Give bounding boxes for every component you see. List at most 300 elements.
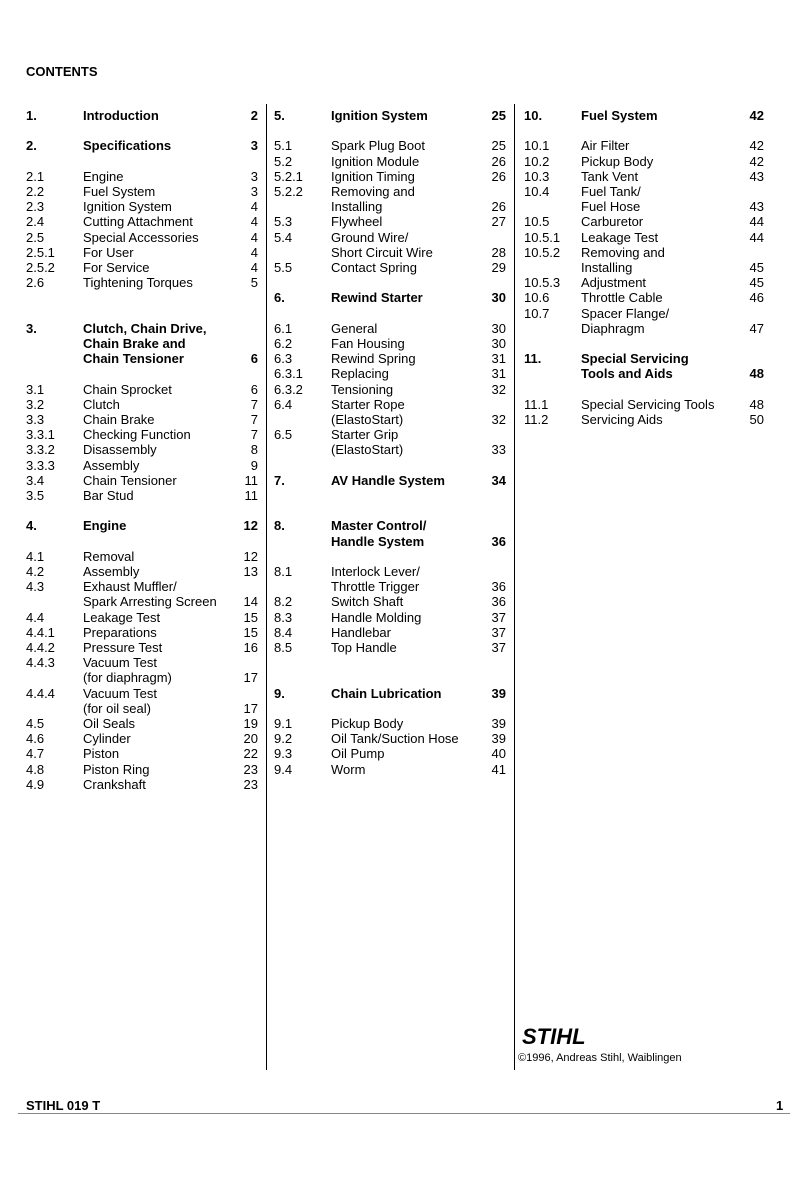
toc-entry-page: 39 (491, 731, 506, 747)
toc-entry-num: 6.3.2 (274, 381, 303, 397)
toc-entry-num: 5.1 (274, 138, 293, 154)
toc-entry-title: Ground Wire/ (331, 229, 409, 245)
toc-entry (26, 701, 258, 716)
toc-entry-page (228, 321, 258, 336)
toc-entry-title: (ElastoStart) (331, 412, 404, 428)
toc-section-heading (524, 108, 764, 123)
toc-entry-page: 4 (250, 214, 258, 230)
toc-entry-title: Clutch, Chain Drive, (83, 320, 207, 336)
toc-section-heading (524, 366, 764, 381)
toc-entry-page: 4 (250, 199, 258, 215)
toc-entry-title: (for oil seal) (83, 700, 151, 716)
toc-entry-title: Fuel System (83, 183, 156, 199)
toc-entry (524, 184, 764, 199)
toc-entry-page: 26 (491, 153, 506, 169)
toc-entry-page: 42 (749, 108, 764, 123)
toc-entry-page: 45 (749, 275, 764, 291)
toc-entry-page: 45 (749, 260, 764, 276)
toc-entry-page: 14 (243, 594, 258, 610)
toc-entry-page: 3 (250, 138, 258, 154)
toc-entry-title: Throttle Trigger (331, 579, 420, 595)
toc-entry-title: Pressure Test (83, 640, 163, 655)
toc-entry-page: 23 (243, 761, 258, 777)
toc-entry-num: 2.2 (26, 183, 45, 199)
toc-entry-page: 26 (491, 199, 506, 215)
toc-entry-title: Fan Housing (331, 336, 405, 351)
toc-entry-title: Oil Seals (83, 716, 136, 732)
toc-entry-page: 31 (491, 366, 506, 382)
toc-entry-title: Leakage Test (581, 229, 659, 245)
toc-entry-num (274, 412, 331, 427)
toc-entry-page: 15 (243, 609, 258, 625)
toc-entry-page: 39 (491, 685, 506, 701)
toc-entry-page (734, 245, 764, 260)
toc-entry-page: 20 (243, 731, 258, 747)
toc-entry-num: 10.3 (524, 168, 550, 184)
toc-entry-page: 42 (749, 138, 764, 154)
toc-entry-title: Handle System (331, 533, 425, 549)
toc-entry-num (26, 701, 83, 716)
toc-entry-num: 3.5 (26, 488, 45, 503)
toc-entry-page: 28 (491, 244, 506, 260)
toc-entry-num: 5.2 (274, 153, 293, 169)
toc-entry-page: 37 (491, 640, 506, 655)
toc-entry-num: 4.3 (26, 579, 45, 595)
toc-entry-title: Special Accessories (83, 229, 199, 245)
toc-entry-title: Handlebar (331, 624, 391, 640)
toc-entry (274, 442, 506, 457)
footer-page-number: 1 (776, 1098, 784, 1113)
toc-entry-title: Clutch (83, 396, 120, 412)
toc-entry (274, 321, 506, 336)
toc-entry-num: 10.1 (524, 138, 550, 154)
toc-entry (524, 321, 764, 336)
toc-entry (26, 230, 258, 245)
toc-entry (274, 351, 506, 366)
toc-entry-page: 11 (244, 472, 258, 488)
spacer (274, 123, 506, 138)
toc-entry (26, 397, 258, 412)
toc-entry (26, 655, 258, 670)
toc-entry-title: Ignition Module (331, 153, 420, 169)
toc-entry-num: 6. (274, 290, 285, 306)
spacer (26, 366, 258, 381)
toc-entry (524, 260, 764, 275)
toc-entry (274, 184, 506, 199)
toc-entry (274, 762, 506, 777)
toc-column-2 (274, 108, 506, 777)
toc-entry-num: 4.4 (26, 609, 45, 625)
toc-entry (274, 579, 506, 594)
toc-entry (26, 427, 258, 442)
toc-entry-num (274, 442, 331, 457)
toc-entry (524, 154, 764, 169)
toc-entry-num (26, 351, 83, 366)
toc-entry-num (524, 366, 581, 381)
toc-entry (274, 731, 506, 746)
spacer (274, 503, 506, 518)
toc-entry-title: Exhaust Muffler/ (83, 579, 177, 595)
toc-section-heading (26, 351, 258, 366)
toc-entry-page (476, 230, 506, 245)
spacer (26, 306, 258, 321)
toc-entry-title: Interlock Lever/ (331, 563, 420, 579)
toc-entry (26, 640, 258, 655)
toc-entry-page (228, 579, 258, 594)
toc-entry-num: 4. (26, 518, 37, 534)
toc-section-heading (274, 686, 506, 701)
toc-entry (524, 275, 764, 290)
spacer (274, 306, 506, 321)
toc-entry-title: Engine (83, 168, 124, 184)
spacer (26, 534, 258, 549)
toc-entry-num (524, 260, 581, 275)
toc-entry-num: 2.6 (26, 275, 45, 291)
toc-entry-num: 2.3 (26, 199, 45, 215)
toc-column-3 (524, 108, 764, 427)
toc-entry (274, 336, 506, 351)
toc-entry-num: 9.1 (274, 715, 293, 731)
toc-entry-page: 2 (250, 108, 258, 123)
toc-entry-num: 4.5 (26, 716, 45, 732)
toc-entry-num: 4.9 (26, 776, 45, 792)
toc-entry-page: 37 (491, 624, 506, 640)
toc-entry-page: 30 (491, 320, 506, 336)
toc-entry-num: 8. (274, 518, 285, 534)
toc-entry-title: Ignition Timing (331, 168, 415, 184)
toc-section-heading (274, 290, 506, 305)
toc-entry-title: For Service (83, 260, 150, 275)
toc-entry-title: Chain Brake and (83, 335, 186, 351)
toc-entry (26, 579, 258, 594)
toc-section-heading (26, 321, 258, 336)
toc-entry-num: 6.4 (274, 396, 293, 412)
toc-entry-title: Master Control/ (331, 518, 427, 534)
toc-entry-page: 47 (749, 320, 764, 336)
toc-section-heading (524, 351, 764, 366)
toc-entry-title: Vacuum Test (83, 655, 157, 671)
toc-entry-num: 8.4 (274, 624, 293, 640)
toc-entry-page: 3 (250, 183, 258, 199)
toc-entry (274, 199, 506, 214)
toc-entry-num: 2.5 (26, 229, 45, 245)
spacer (524, 382, 764, 397)
toc-entry-page (476, 397, 506, 412)
toc-entry-num: 8.3 (274, 609, 293, 625)
toc-entry-num: 11.1 (524, 396, 549, 412)
toc-entry (26, 260, 258, 275)
spacer (274, 488, 506, 503)
toc-entry-title: Vacuum Test (83, 685, 157, 701)
toc-entry-num: 9.4 (274, 761, 293, 777)
toc-entry-page: 4 (250, 244, 258, 260)
toc-entry (26, 610, 258, 625)
toc-entry (524, 214, 764, 229)
spacer (274, 701, 506, 716)
toc-entry-num: 8.1 (274, 563, 293, 579)
spacer (274, 670, 506, 685)
toc-entry-num (274, 534, 331, 549)
toc-entry-title: Installing (331, 199, 383, 215)
toc-entry-title: Handle Molding (331, 609, 422, 625)
toc-entry-page: 15 (243, 624, 258, 640)
toc-entry (26, 670, 258, 685)
toc-entry-num: 6.3 (274, 351, 293, 367)
toc-entry-page: 32 (491, 381, 506, 397)
toc-entry-num: 10.2 (524, 153, 550, 169)
toc-entry-page: 16 (243, 640, 258, 655)
toc-entry (524, 290, 764, 305)
toc-entry-num: 5.4 (274, 229, 293, 245)
toc-entry-page: 13 (243, 563, 258, 579)
spacer (524, 123, 764, 138)
toc-entry-page: 48 (749, 366, 764, 382)
toc-entry-num: 10.5.1 (524, 229, 561, 245)
toc-entry-title: AV Handle System (331, 472, 445, 488)
toc-entry-page: 36 (491, 594, 506, 610)
toc-entry (274, 412, 506, 427)
toc-entry-num: 2.5.2 (26, 260, 55, 275)
toc-entry-title: Preparations (83, 624, 157, 640)
toc-entry-num: 7. (274, 472, 285, 488)
toc-entry (26, 564, 258, 579)
toc-entry-title: Pickup Body (581, 153, 654, 169)
toc-entry (274, 746, 506, 761)
toc-entry-page: 11 (244, 488, 258, 503)
toc-entry (274, 610, 506, 625)
toc-entry (524, 199, 764, 214)
toc-entry-num (26, 670, 83, 685)
toc-entry (26, 625, 258, 640)
column-divider (514, 104, 515, 1070)
toc-entry-page: 39 (491, 715, 506, 731)
toc-entry-page: 4 (250, 229, 258, 245)
toc-section-heading (274, 534, 506, 549)
toc-entry-page: 50 (749, 412, 764, 428)
toc-entry-page: 41 (491, 761, 506, 777)
toc-entry (26, 762, 258, 777)
toc-entry (524, 169, 764, 184)
toc-entry-title: Ignition System (331, 108, 428, 123)
toc-entry-title: Removing and (581, 244, 665, 260)
spacer (26, 290, 258, 305)
toc-entry-page (476, 518, 506, 533)
toc-entry (274, 594, 506, 609)
toc-entry-title: Tools and Aids (581, 366, 673, 382)
toc-entry-num: 2.5.1 (26, 244, 55, 260)
toc-entry-page: 42 (749, 153, 764, 169)
toc-entry (524, 230, 764, 245)
toc-entry-title: Cylinder (83, 731, 131, 747)
toc-entry-page: 22 (243, 746, 258, 762)
toc-column-1 (26, 108, 258, 792)
toc-entry-num: 5.2.2 (274, 184, 303, 199)
toc-entry-title: Checking Function (83, 427, 191, 443)
toc-entry (524, 138, 764, 153)
toc-entry (26, 214, 258, 229)
stihl-logo (520, 1025, 608, 1047)
footer-model: STIHL 019 T (26, 1098, 101, 1113)
toc-entry-title: Flywheel (331, 214, 383, 230)
toc-entry-num: 4.4.1 (26, 624, 55, 640)
toc-entry-page: 33 (491, 442, 506, 458)
toc-entry (274, 382, 506, 397)
toc-entry-num (274, 579, 331, 594)
toc-entry-page: 31 (491, 351, 506, 367)
toc-entry-num: 4.8 (26, 761, 45, 777)
logo-text: STIHL (522, 1025, 586, 1047)
toc-entry-title: Rewind Spring (331, 351, 416, 367)
toc-entry-title: Spacer Flange/ (581, 305, 670, 321)
toc-entry-title: Fuel System (581, 108, 658, 123)
toc-entry-page: 3 (250, 168, 258, 184)
toc-entry-title: Servicing Aids (581, 412, 663, 428)
toc-entry-page (734, 306, 764, 321)
toc-entry-title: Bar Stud (83, 488, 134, 503)
toc-entry (274, 366, 506, 381)
spacer (26, 154, 258, 169)
toc-entry-title: Introduction (83, 108, 159, 123)
toc-entry-page: 44 (749, 229, 764, 245)
toc-entry-num: 3.3.2 (26, 442, 55, 458)
toc-entry-num: 3.3 (26, 411, 45, 427)
toc-entry-title: Crankshaft (83, 776, 146, 792)
toc-entry-title: Carburetor (581, 214, 644, 230)
toc-entry-title: Ignition System (83, 199, 172, 215)
toc-section-heading (26, 518, 258, 533)
toc-entry-num: 3.2 (26, 396, 45, 412)
toc-entry-num: 4.4.4 (26, 685, 55, 701)
toc-entry-num: 1. (26, 108, 37, 123)
toc-entry-title: Removing and (331, 184, 415, 199)
toc-entry-title: Assembly (83, 563, 140, 579)
toc-entry (26, 245, 258, 260)
toc-entry-num: 11. (524, 351, 542, 367)
toc-entry-title: Tank Vent (581, 168, 639, 184)
toc-entry-num: 6.3.1 (274, 366, 303, 382)
toc-entry-title: Spark Arresting Screen (83, 594, 217, 610)
toc-section-heading (274, 473, 506, 488)
toc-entry-num: 4.4.2 (26, 640, 55, 655)
toc-entry-num: 8.5 (274, 640, 293, 655)
toc-entry-title: Installing (581, 260, 633, 276)
toc-entry-title: Top Handle (331, 640, 397, 655)
toc-entry-num: 5. (274, 108, 285, 123)
toc-entry-num (26, 336, 83, 351)
toc-entry (26, 199, 258, 214)
toc-entry-page: 7 (250, 411, 258, 427)
toc-entry-page: 19 (243, 716, 258, 732)
toc-entry-title: Piston Ring (83, 761, 150, 777)
toc-entry-num (274, 245, 331, 260)
toc-entry-page: 7 (250, 427, 258, 443)
toc-entry (274, 564, 506, 579)
toc-entry-page: 5 (250, 275, 258, 291)
toc-entry-title: Tightening Torques (83, 275, 193, 291)
toc-entry (274, 245, 506, 260)
toc-entry (524, 306, 764, 321)
toc-entry-title: Removal (83, 548, 135, 564)
toc-entry (26, 686, 258, 701)
toc-entry-title: Chain Brake (83, 411, 155, 427)
toc-entry-title: Spark Plug Boot (331, 138, 425, 154)
toc-entry (274, 154, 506, 169)
toc-entry-page: 43 (749, 168, 764, 184)
toc-entry-num: 9.3 (274, 746, 293, 762)
toc-entry-title: Engine (83, 518, 127, 534)
toc-entry-num: 10.5.2 (524, 244, 561, 260)
toc-entry (274, 169, 506, 184)
toc-entry-num: 10. (524, 108, 543, 123)
toc-entry-page (476, 184, 506, 199)
toc-entry-page: 26 (491, 168, 506, 184)
toc-entry-num: 2.4 (26, 214, 45, 230)
toc-section-heading (26, 336, 258, 351)
toc-entry-title: Special Servicing Tools (581, 396, 715, 412)
toc-entry-num: 9. (274, 685, 285, 701)
toc-entry-page (228, 336, 258, 351)
toc-entry-num: 10.6 (524, 290, 550, 306)
toc-entry-num: 10.5 (524, 214, 550, 230)
toc-entry (26, 716, 258, 731)
toc-section-heading (274, 518, 506, 533)
toc-entry-page: 25 (491, 138, 506, 154)
toc-entry (26, 488, 258, 503)
toc-entry-page (476, 427, 506, 442)
toc-section-heading (274, 108, 506, 123)
toc-entry-num: 5.5 (274, 260, 293, 276)
toc-entry-title: Air Filter (581, 138, 630, 154)
toc-entry-title: General (331, 320, 378, 336)
toc-entry-page: 37 (491, 609, 506, 625)
toc-entry-title: Chain Lubrication (331, 685, 442, 701)
spacer (274, 275, 506, 290)
toc-entry-num: 6.1 (274, 320, 293, 336)
toc-entry-title: Oil Pump (331, 746, 385, 762)
toc-entry-num: 3.3.1 (26, 427, 55, 443)
toc-entry-page (734, 351, 764, 366)
toc-entry-page: 17 (243, 700, 258, 716)
toc-entry-num: 2. (26, 138, 37, 154)
toc-section-heading (26, 108, 258, 123)
toc-entry-page: 6 (250, 351, 258, 367)
toc-entry-page: 32 (491, 412, 506, 428)
toc-entry-title: Rewind Starter (331, 290, 423, 306)
column-divider (266, 104, 267, 1070)
toc-entry-num: 4.1 (26, 548, 45, 564)
toc-entry-num (524, 321, 581, 336)
toc-entry-title: Starter Rope (331, 396, 405, 412)
toc-entry (26, 549, 258, 564)
toc-entry-page: 8 (250, 442, 258, 458)
toc-entry (524, 397, 764, 412)
toc-entry-title: Starter Grip (331, 427, 399, 443)
toc-entry (26, 746, 258, 761)
toc-entry-title: Short Circuit Wire (331, 244, 433, 260)
footer-rule (18, 1113, 790, 1114)
toc-entry-page: 36 (491, 579, 506, 595)
toc-entry-page: 36 (491, 533, 506, 549)
toc-entry-num: 8.2 (274, 594, 293, 610)
toc-entry (26, 594, 258, 609)
toc-entry (26, 777, 258, 792)
spacer (524, 336, 764, 351)
toc-entry-page: 12 (243, 518, 258, 534)
toc-entry-num: 3. (26, 320, 37, 336)
toc-entry-title: Switch Shaft (331, 594, 404, 610)
toc-entry-title: Specifications (83, 138, 172, 154)
toc-entry-num: 3.3.3 (26, 457, 55, 473)
